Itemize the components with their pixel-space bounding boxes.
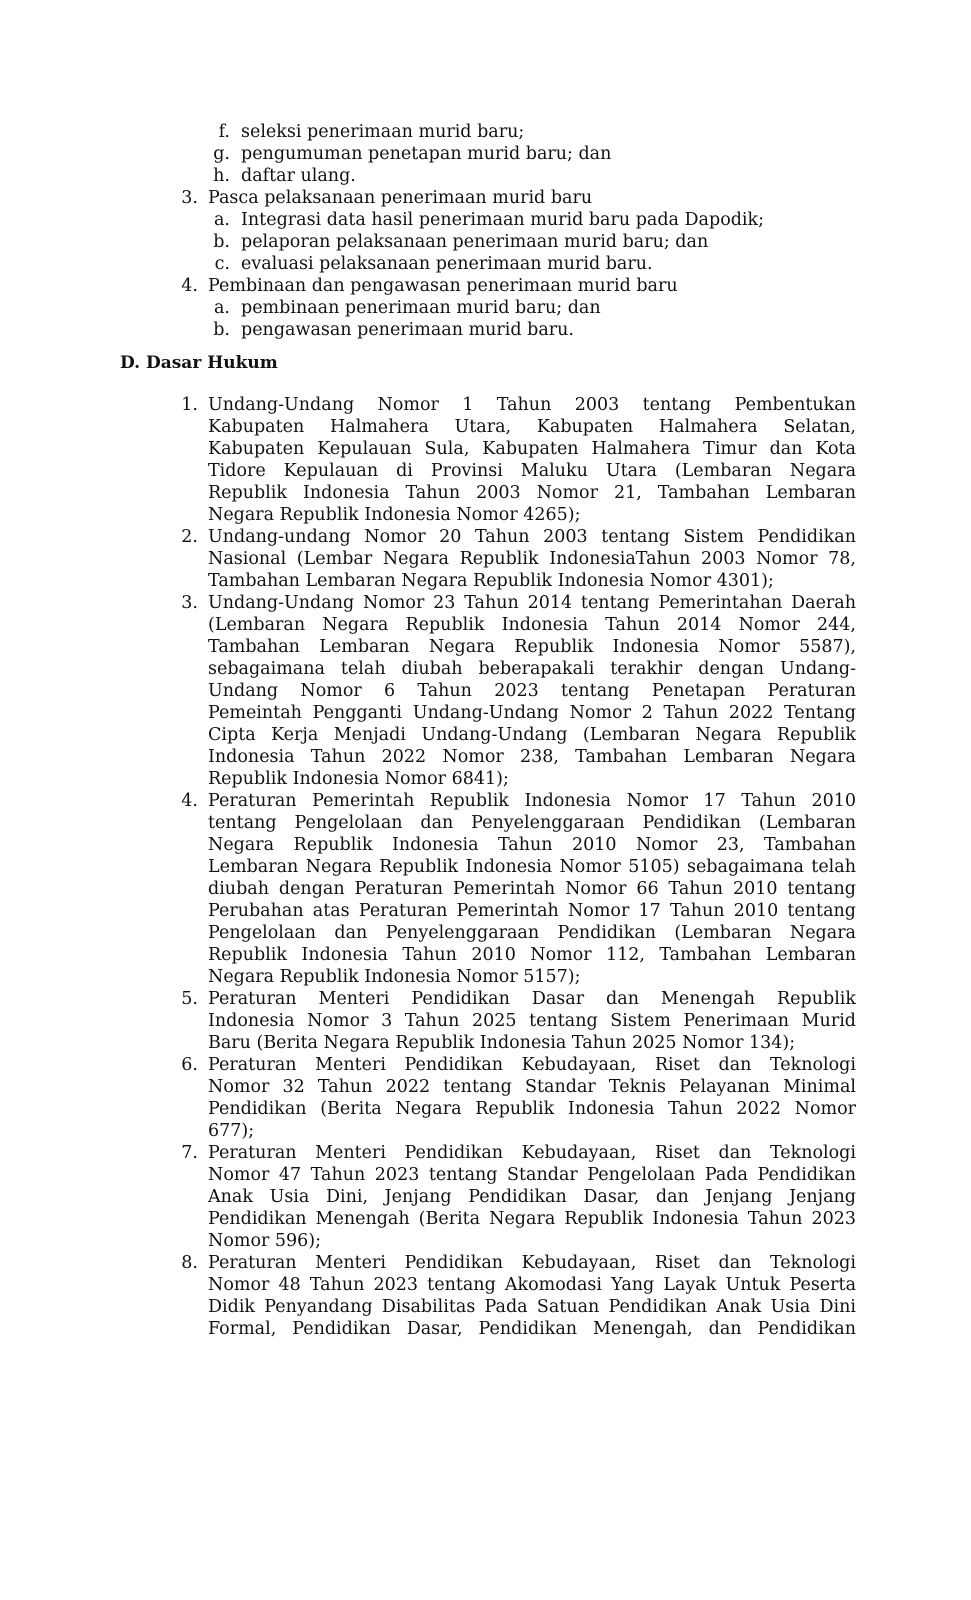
law-item-line: Didik Penyandang Disabilitas Pada Satuan Pendidikan Anak Usia Dini bbox=[208, 1297, 856, 1317]
sub-item-marker: h. bbox=[213, 166, 230, 186]
law-item-line: Undang-undang Nomor 20 Tahun 2003 tentang Sistem Pendidikan bbox=[208, 527, 856, 547]
law-item-line: Nasional (Lembar Negara Republik IndonesiaTahun 2003 Nomor 78, bbox=[208, 549, 856, 569]
list-item-marker: 4. bbox=[181, 276, 198, 296]
law-item-line: Negara Republik Indonesia Nomor 5157); bbox=[208, 967, 581, 987]
law-item-line: Undang Nomor 6 Tahun 2023 tentang Penetapan Peraturan bbox=[208, 681, 856, 701]
list-item-title: Pasca pelaksanaan penerimaan murid baru bbox=[208, 188, 593, 208]
sub-item-text: pengawasan penerimaan murid baru. bbox=[241, 320, 574, 340]
law-item-line: Nomor 32 Tahun 2022 tentang Standar Teknis Pelayanan Minimal bbox=[208, 1077, 856, 1097]
law-item-line: sebagaimana telah diubah beberapakali terakhir dengan Undang- bbox=[208, 659, 856, 679]
law-item-line: Baru (Berita Negara Republik Indonesia Tahun 2025 Nomor 134); bbox=[208, 1033, 796, 1053]
sub-item-text: pembinaan penerimaan murid baru; dan bbox=[241, 298, 601, 318]
law-item-line: Republik Indonesia Nomor 6841); bbox=[208, 769, 509, 789]
law-item-line: Undang-Undang Nomor 1 Tahun 2003 tentang Pembentukan bbox=[208, 395, 856, 415]
sub-item-marker: b. bbox=[213, 232, 230, 252]
law-item-line: Nomor 47 Tahun 2023 tentang Standar Pengelolaan Pada Pendidikan bbox=[208, 1165, 856, 1185]
law-item-marker: 3. bbox=[181, 593, 198, 613]
law-item-line: Peraturan Pemerintah Republik Indonesia Nomor 17 Tahun 2010 bbox=[208, 791, 856, 811]
law-item-line: Peraturan Menteri Pendidikan Dasar dan Menengah Republik bbox=[208, 989, 856, 1009]
law-item-line: diubah dengan Peraturan Pemerintah Nomor 66 Tahun 2010 tentang bbox=[208, 879, 856, 899]
law-item-marker: 8. bbox=[181, 1253, 198, 1273]
law-item-line: Peraturan Menteri Pendidikan Kebudayaan, Riset dan Teknologi bbox=[208, 1055, 856, 1075]
law-item-line: Indonesia Tahun 2022 Nomor 238, Tambahan Lembaran Negara bbox=[208, 747, 856, 767]
sub-item-marker: g. bbox=[213, 144, 230, 164]
list-item-title: Pembinaan dan pengawasan penerimaan murid baru bbox=[208, 276, 678, 296]
law-item-line: Pengelolaan dan Penyelenggaraan Pendidikan (Lembaran Negara bbox=[208, 923, 856, 943]
law-item-line: Undang-Undang Nomor 23 Tahun 2014 tentang Pemerintahan Daerah bbox=[208, 593, 856, 613]
law-item-marker: 4. bbox=[181, 791, 198, 811]
law-item-line: Negara Republik Indonesia Tahun 2010 Nomor 23, Tambahan bbox=[208, 835, 856, 855]
sub-item-text: Integrasi data hasil penerimaan murid baru pada Dapodik; bbox=[241, 210, 765, 230]
sub-item-text: evaluasi pelaksanaan penerimaan murid baru. bbox=[241, 254, 653, 274]
law-item-line: Peraturan Menteri Pendidikan Kebudayaan, Riset dan Teknologi bbox=[208, 1253, 856, 1273]
law-item-marker: 1. bbox=[181, 395, 198, 415]
sub-item-marker: a. bbox=[214, 210, 230, 230]
law-item-line: Pendidikan Menengah (Berita Negara Republik Indonesia Tahun 2023 bbox=[208, 1209, 856, 1229]
law-item-line: tentang Pengelolaan dan Penyelenggaraan Pendidikan (Lembaran bbox=[208, 813, 856, 833]
law-item-line: Tidore Kepulauan di Provinsi Maluku Utara (Lembaran Negara bbox=[208, 461, 856, 481]
law-item-line: Perubahan atas Peraturan Pemerintah Nomor 17 Tahun 2010 tentang bbox=[208, 901, 856, 921]
law-item-line: Formal, Pendidikan Dasar, Pendidikan Menengah, dan Pendidikan bbox=[208, 1319, 856, 1339]
law-item-line: Tambahan Lembaran Negara Republik Indonesia Nomor 4301); bbox=[208, 571, 774, 591]
sub-item-marker: a. bbox=[214, 298, 230, 318]
law-item-marker: 5. bbox=[181, 989, 198, 1009]
sub-item-marker: b. bbox=[213, 320, 230, 340]
law-item-line: Nomor 596); bbox=[208, 1231, 322, 1251]
sub-item-marker: f. bbox=[218, 122, 230, 142]
law-item-line: Republik Indonesia Tahun 2003 Nomor 21, Tambahan Lembaran bbox=[208, 483, 856, 503]
law-item-line: 677); bbox=[208, 1121, 255, 1141]
law-item-line: Kabupaten Kepulauan Sula, Kabupaten Halmahera Timur dan Kota bbox=[208, 439, 856, 459]
law-item-line: Peraturan Menteri Pendidikan Kebudayaan, Riset dan Teknologi bbox=[208, 1143, 856, 1163]
law-item-line: Lembaran Negara Republik Indonesia Nomor 5105) sebagaimana telah bbox=[208, 857, 856, 877]
law-item-line: Pendidikan (Berita Negara Republik Indonesia Tahun 2022 Nomor bbox=[208, 1099, 856, 1119]
law-item-line: Negara Republik Indonesia Nomor 4265); bbox=[208, 505, 581, 525]
law-item-line: (Lembaran Negara Republik Indonesia Tahun 2014 Nomor 244, bbox=[208, 615, 856, 635]
law-item-line: Nomor 48 Tahun 2023 tentang Akomodasi Yang Layak Untuk Peserta bbox=[208, 1275, 856, 1295]
law-item-marker: 2. bbox=[181, 527, 198, 547]
sub-item-text: pengumuman penetapan murid baru; dan bbox=[241, 144, 612, 164]
sub-item-text: seleksi penerimaan murid baru; bbox=[241, 122, 525, 142]
law-item-line: Indonesia Nomor 3 Tahun 2025 tentang Sistem Penerimaan Murid bbox=[208, 1011, 856, 1031]
law-item-marker: 6. bbox=[181, 1055, 198, 1075]
law-item-line: Anak Usia Dini, Jenjang Pendidikan Dasar, dan Jenjang Jenjang bbox=[208, 1187, 856, 1207]
law-item-line: Cipta Kerja Menjadi Undang-Undang (Lembaran Negara Republik bbox=[208, 725, 856, 745]
sub-item-marker: c. bbox=[214, 254, 230, 274]
law-item-line: Pemeintah Pengganti Undang-Undang Nomor 2 Tahun 2022 Tentang bbox=[208, 703, 856, 723]
list-item-marker: 3. bbox=[181, 188, 198, 208]
section-heading: D. Dasar Hukum bbox=[120, 353, 278, 373]
law-item-line: Tambahan Lembaran Negara Republik Indonesia Nomor 5587), bbox=[208, 637, 856, 657]
law-item-line: Kabupaten Halmahera Utara, Kabupaten Halmahera Selatan, bbox=[208, 417, 856, 437]
sub-item-text: daftar ulang. bbox=[241, 166, 356, 186]
law-item-line: Republik Indonesia Tahun 2010 Nomor 112, Tambahan Lembaran bbox=[208, 945, 856, 965]
sub-item-text: pelaporan pelaksanaan penerimaan murid baru; dan bbox=[241, 232, 709, 252]
law-item-marker: 7. bbox=[181, 1143, 198, 1163]
